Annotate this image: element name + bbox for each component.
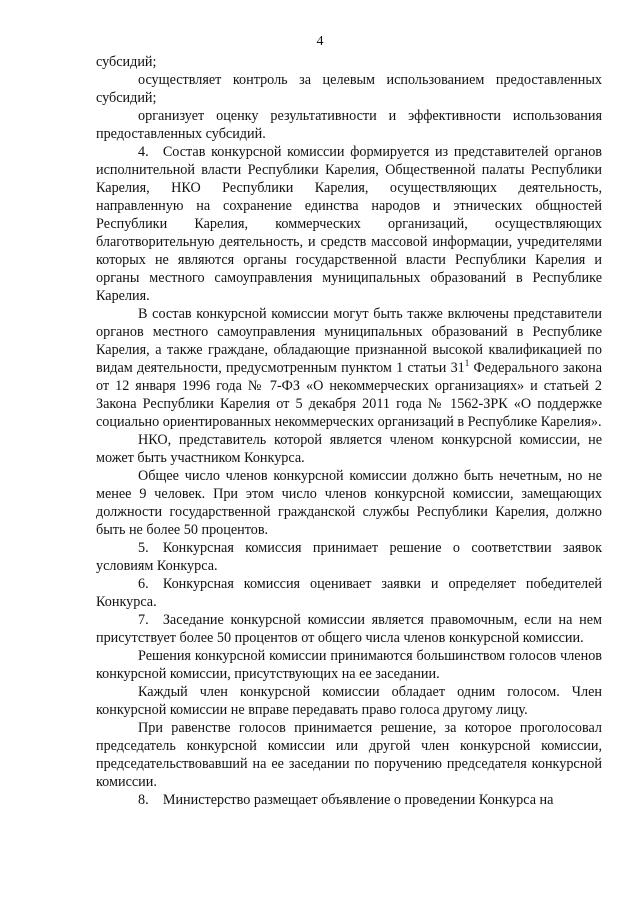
paragraph-tie-vote: При равенстве голосов принимается решение, за которое проголосовал председатель конкурсной комиссии или другой член конкурсной комиссии, председательствовавший на ее заседании по поручению председателя конкурсной комиссии. bbox=[96, 720, 602, 790]
paragraph-commission-members bbox=[96, 305, 602, 431]
paragraph-control-usage: осуществляет контроль за целевым использованием предоставленных субсидий; bbox=[96, 72, 602, 106]
paragraph-evaluate-effectiveness: организует оценку результативности и эффективности использования предоставленных субсидий. bbox=[96, 108, 602, 142]
paragraph-item-4-composition: 4. Состав конкурсной комиссии формируется из представителей органов исполнительной власти Республики Карелия, Общественной палаты Республики Карелия, НКО Республики Карелия, осуществляющих деятельность, направленную на сохранение единства народов и этнических общностей Республики Карелия, коммерческих организаций, осуществляющих благотворительную деятельность, и средств массовой информации, учредителями которых не являются органы государственной власти Республики Карелия и органы местного самоуправления муниципальных образований в Республике Карелия. bbox=[96, 144, 602, 304]
paragraph-majority-vote: Решения конкурсной комиссии принимаются большинством голосов членов конкурсной комиссии, присутствующих на ее заседании. bbox=[96, 648, 602, 682]
paragraph-commission-members-continuation: Федерального закона от 12 января 1996 года № 7-ФЗ «О некоммерческих организациях» и статьей 2 Закона Республики Карелия от 5 декабря 2011 года № 1562-ЗРК «О поддержке социально ориентированных некоммерческих организаций в Республике Карелия». bbox=[96, 360, 602, 430]
paragraph-member-count: Общее число членов конкурсной комиссии должно быть нечетным, но не менее 9 человек. При этом число членов конкурсной комиссии, замещающих должности государственной гражданской службы Республики Карелия, должно быть не более 50 процентов. bbox=[96, 468, 602, 538]
article-superscript: 1 bbox=[464, 358, 470, 368]
paragraph-item-8-announcement: 8. Министерство размещает объявление о проведении Конкурса на bbox=[138, 792, 554, 808]
paragraph-item-7-quorum: 7. Заседание конкурсной комиссии является правомочным, если на нем присутствует более 50 процентов от общего числа членов конкурсной комиссии. bbox=[96, 612, 602, 646]
page-number: 4 bbox=[316, 34, 324, 49]
paragraph-one-vote: Каждый член конкурсной комиссии обладает одним голосом. Член конкурсной комиссии не вправе передавать право голоса другому лицу. bbox=[96, 684, 602, 718]
document-body bbox=[96, 53, 602, 809]
paragraph-item-6-evaluation: 6. Конкурсная комиссия оценивает заявки и определяет победителей Конкурса. bbox=[96, 576, 602, 610]
paragraph-commission-members-text: В состав конкурсной комиссии могут быть также включены представители органов местного самоуправления муниципальных образований в Республике Карелия, а также граждане, обладающие признанной высокой квалификацией по видам деятельности, предусмотренным пунктом 1 статьи 31 bbox=[96, 306, 602, 376]
paragraph-subsidies-end: субсидий; bbox=[96, 54, 157, 70]
paragraph-nko-restriction: НКО, представитель которой является членом конкурсной комиссии, не может быть участником Конкурса. bbox=[96, 432, 602, 466]
paragraph-item-5-decision: 5. Конкурсная комиссия принимает решение о соответствии заявок условиям Конкурса. bbox=[96, 540, 602, 574]
